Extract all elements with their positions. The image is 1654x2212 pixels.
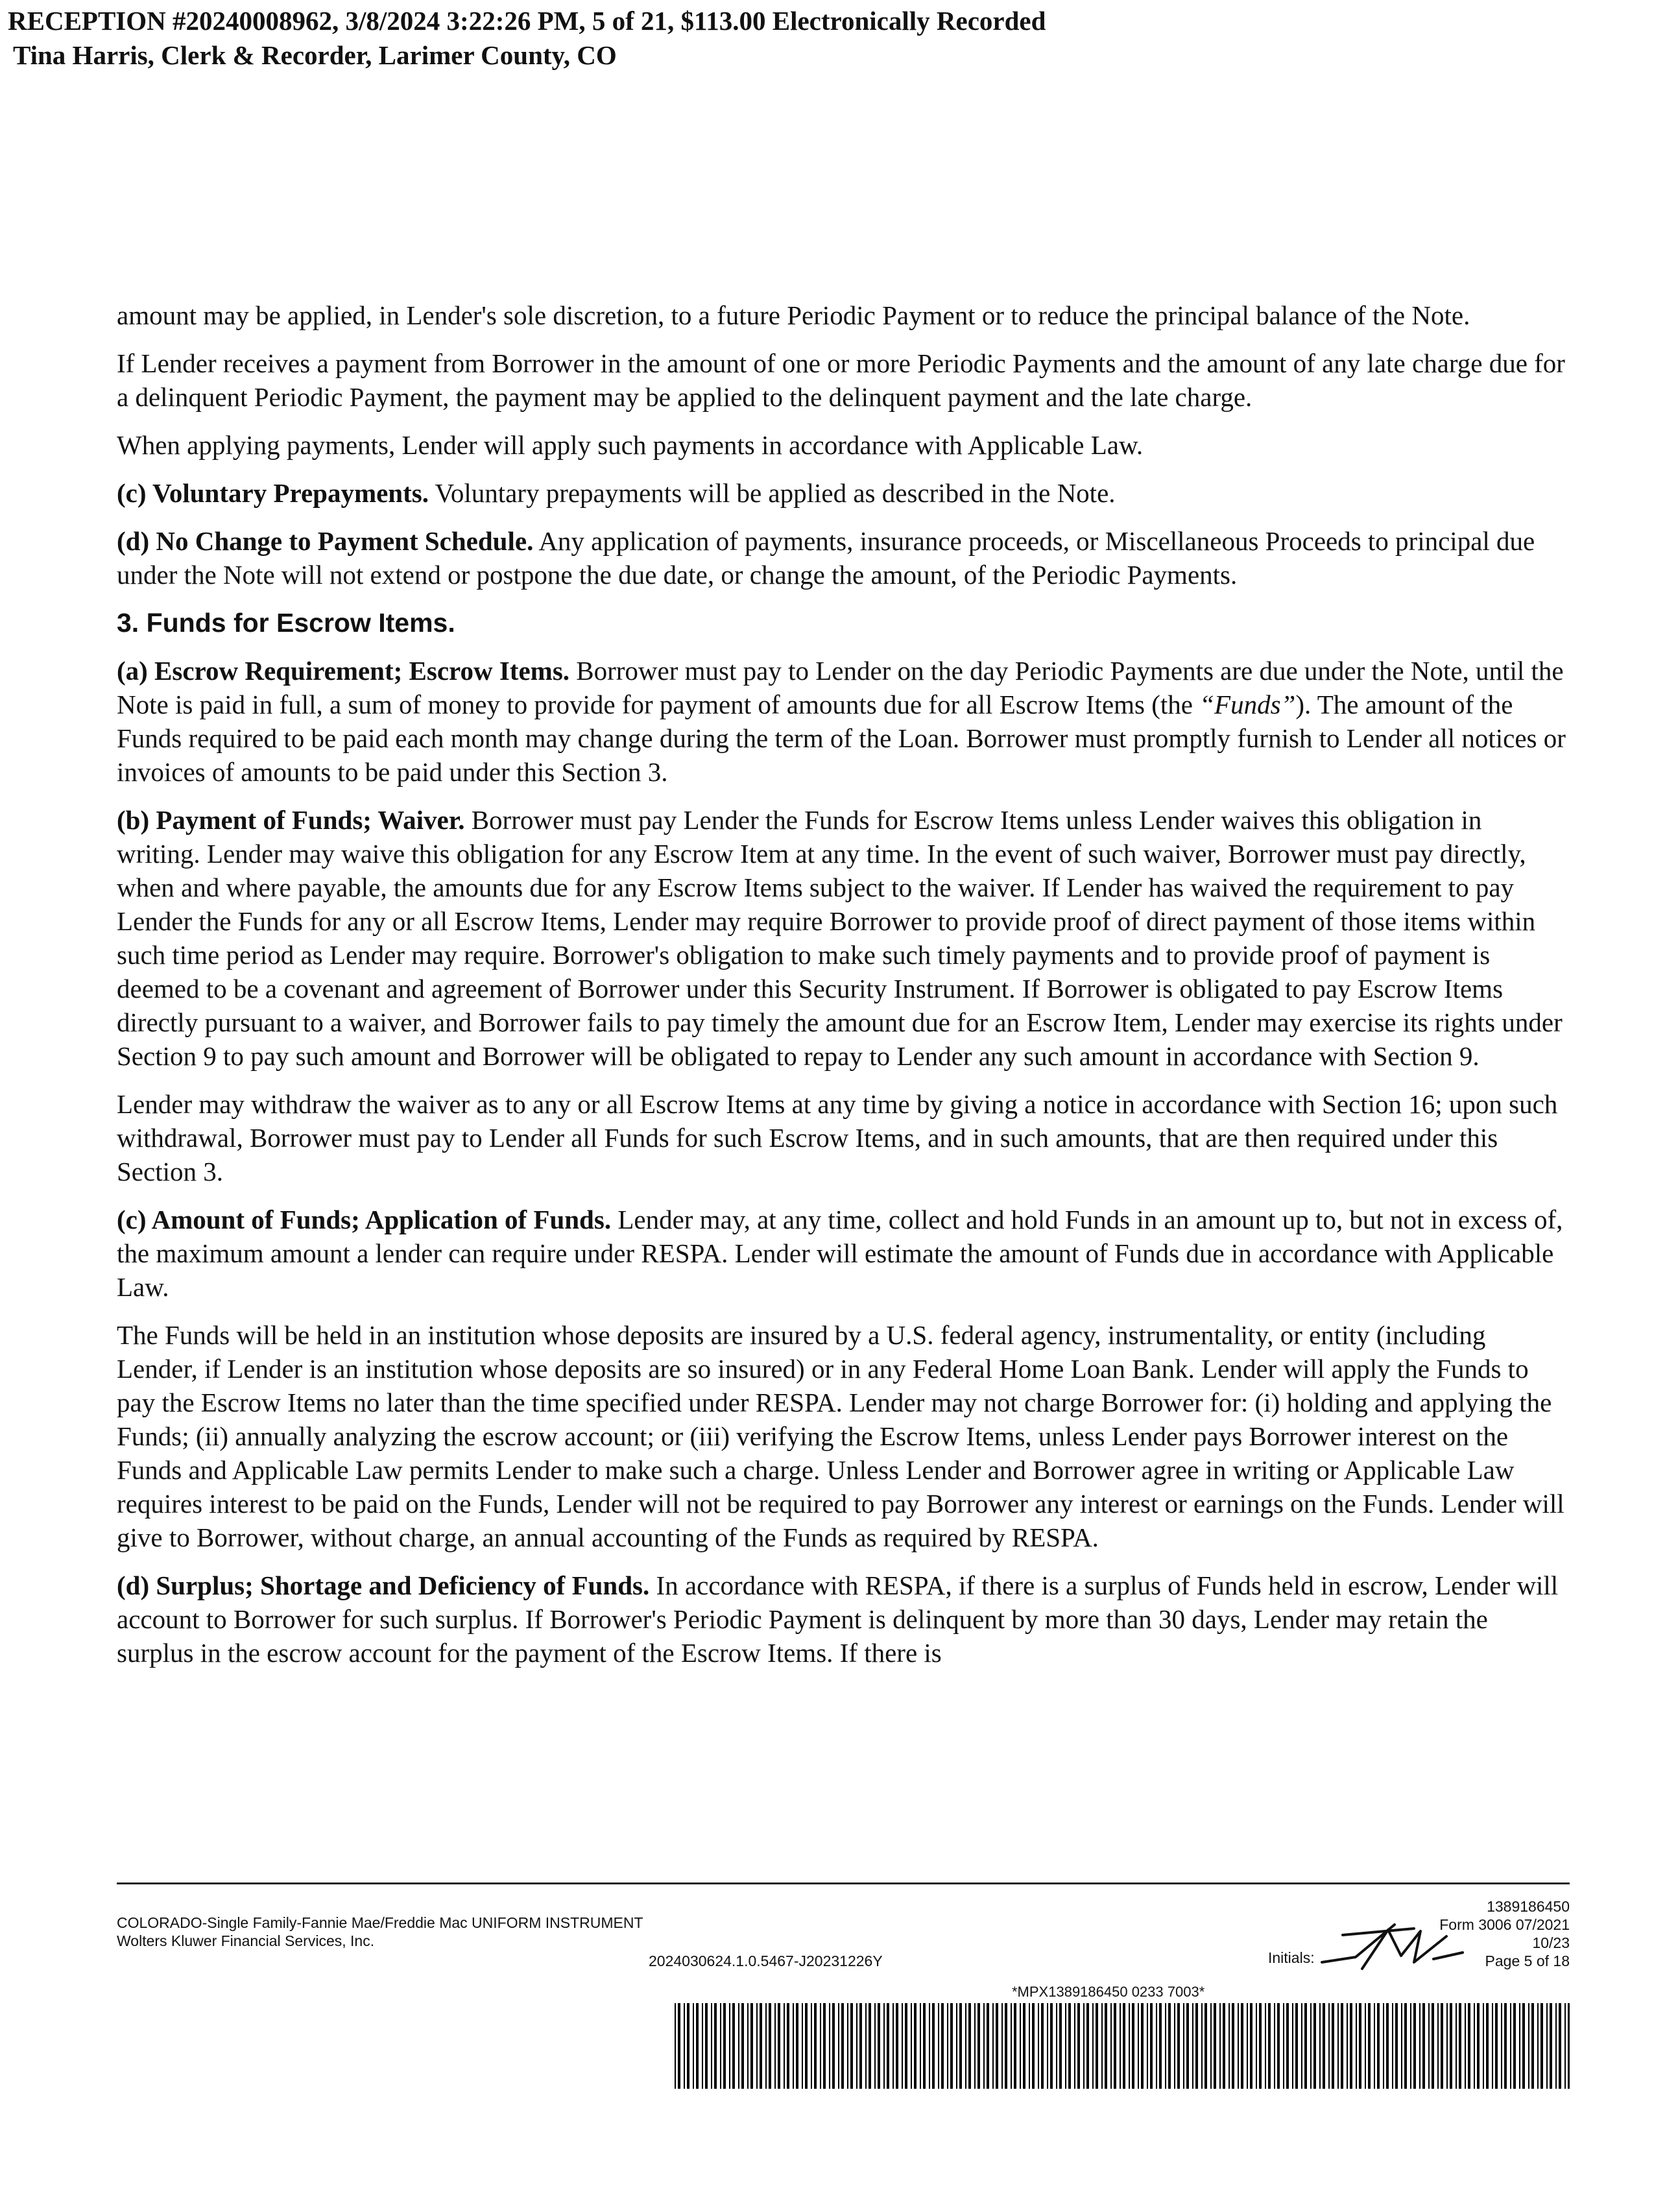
- paragraph: When applying payments, Lender will apply such payments in accordance with Applicable Law.: [117, 430, 1144, 460]
- subsection-title: (d) No Change to Payment Schedule.: [117, 526, 534, 556]
- subsection-title: (a) Escrow Requirement; Escrow Items.: [117, 656, 570, 686]
- subsection-3d: [117, 1569, 1570, 1670]
- subsection-title: (c) Amount of Funds; Application of Funds.: [117, 1205, 612, 1234]
- subsection-text: Any application of payments, insurance proceeds, or Miscellaneous Proceeds to principal due under the Note will not extend or postpone the due date, or change the amount, of the Periodic Payments.: [117, 526, 1535, 590]
- subsection-text: Borrower must pay to Lender on the day Periodic Payments are due under the Note, until the Note is paid in full, a sum of money to provide for payment of amounts due for all Escrow Items (the: [117, 656, 1564, 719]
- subsection-3a: [117, 654, 1570, 789]
- loan-number: 1389186450: [1487, 1898, 1570, 1915]
- subsection-c: [117, 476, 1570, 510]
- form-title: COLORADO-Single Family-Fannie Mae/Freddie Mac UNIFORM INSTRUMENT: [117, 1914, 643, 1931]
- barcode: [675, 2003, 1570, 2089]
- form-number: Form 3006 07/2021: [1439, 1916, 1570, 1933]
- paragraph: The Funds will be held in an institution whose deposits are insured by a U.S. federal agency, instrumentality, or entity (including Lender, if Lender is an institution whose deposits are so insured) or in any Federal Home Loan Bank. Lender will apply the Funds to pay the Escrow Items no later than the time specified under RESPA. Lender may not charge Borrower for: (i) holding and applying the Funds; (ii) annually analyzing the escrow account; or (iii) verifying the Escrow Items, unless Lender pays Borrower interest on the Funds and Applicable Law permits Lender to make such a charge. Unless Lender and Borrower agree in writing or Applicable Law requires interest to be paid on the Funds, Lender will not be required to pay Borrower any interest or earnings on the Funds. Lender will give to Borrower, without charge, an annual accounting of the Funds as required by RESPA.: [117, 1320, 1564, 1552]
- recording-line-1: RECEPTION #20240008962, 3/8/2024 3:22:26 PM, 5 of 21, $113.00 Electronically Recorded: [8, 6, 1046, 36]
- subsection-3b: [117, 803, 1570, 1073]
- paragraph: If Lender receives a payment from Borrower in the amount of one or more Periodic Payments and the amount of any late charge due for a delinquent Periodic Payment, the payment may be applied to the delinquent payment and the late charge.: [117, 348, 1565, 412]
- document-id: 2024030624.1.0.5467-J20231226Y: [649, 1953, 883, 1969]
- subsection-title: (c) Voluntary Prepayments.: [117, 478, 429, 508]
- paragraph: Lender may withdraw the waiver as to any or all Escrow Items at any time by giving a notice in accordance with Section 16; upon such withdrawal, Borrower must pay to Lender all Funds for such Escrow Items, and in such amounts, that are then required under this Section 3.: [117, 1089, 1558, 1186]
- subsection-title: (b) Payment of Funds; Waiver.: [117, 805, 465, 835]
- section-heading: 3. Funds for Escrow Items.: [117, 608, 455, 638]
- subsection-text: In accordance with RESPA, if there is a surplus of Funds held in escrow, Lender will account to Borrower for such surplus. If Borrower's Periodic Payment is delinquent by more than 30 days, Lender may retain the surplus in the escrow account for the payment of the Escrow Items. If there is: [117, 1570, 1559, 1668]
- subsection-text: Lender may, at any time, collect and hold Funds in an amount up to, but not in excess of, the maximum amount a lender can require under RESPA. Lender will estimate the amount of Funds due in accordance with Applicable Law.: [117, 1205, 1563, 1302]
- footer-divider: [117, 1882, 1570, 1884]
- recording-stamp: [8, 4, 1046, 73]
- recording-line-2: Tina Harris, Clerk & Recorder, Larimer County, CO: [13, 40, 617, 70]
- subsection-text: Borrower must pay Lender the Funds for Escrow Items unless Lender waives this obligation in writing. Lender may waive this obligation for any Escrow Item at any time. In the event of such waiver, Borrower must pay directly, when and where payable, the amounts due for any Escrow Items subject to the waiver. If Lender has waived the requirement to pay Lender the Funds for any or all Escrow Items, Lender may require Borrower to provide proof of direct payment of those items within such time period as Lender may require. Borrower's obligation to make such timely payments and to provide proof of payment is deemed to be a covenant and agreement of Borrower under this Security Instrument. If Borrower is obligated to pay Escrow Items directly pursuant to a waiver, and Borrower fails to pay timely the amount due for an Escrow Item, Lender may exercise its rights under Section 9 to pay such amount and Borrower will be obligated to repay to Lender any such amount in accordance with Section 9.: [117, 805, 1563, 1071]
- page-number: Page 5 of 18: [1485, 1953, 1570, 1969]
- subsection-3c: [117, 1203, 1570, 1304]
- initials-signature: [1317, 1917, 1466, 1975]
- subsection-text: Voluntary prepayments will be applied as described in the Note.: [435, 478, 1116, 508]
- footer-form-info: [117, 1914, 643, 1950]
- initials-label: Initials:: [1268, 1949, 1315, 1966]
- subsection-title: (d) Surplus; Shortage and Deficiency of Funds.: [117, 1570, 650, 1600]
- defined-term: “Funds”: [1199, 690, 1296, 719]
- subsection-d: [117, 524, 1570, 592]
- subsection-text: ). The amount of the Funds required to be paid each month may change during the term of the Loan. Borrower must promptly furnish to Lender all notices or invoices of amounts to be paid under this Section 3.: [117, 690, 1566, 787]
- revision: 10/23: [1532, 1934, 1570, 1951]
- barcode-caption: *MPX1389186450 0233 7003*: [1012, 1984, 1205, 2000]
- paragraph: amount may be applied, in Lender's sole discretion, to a future Periodic Payment or to reduce the principal balance of the Note.: [117, 300, 1470, 330]
- document-body: [117, 298, 1570, 1684]
- publisher: Wolters Kluwer Financial Services, Inc.: [117, 1932, 375, 1949]
